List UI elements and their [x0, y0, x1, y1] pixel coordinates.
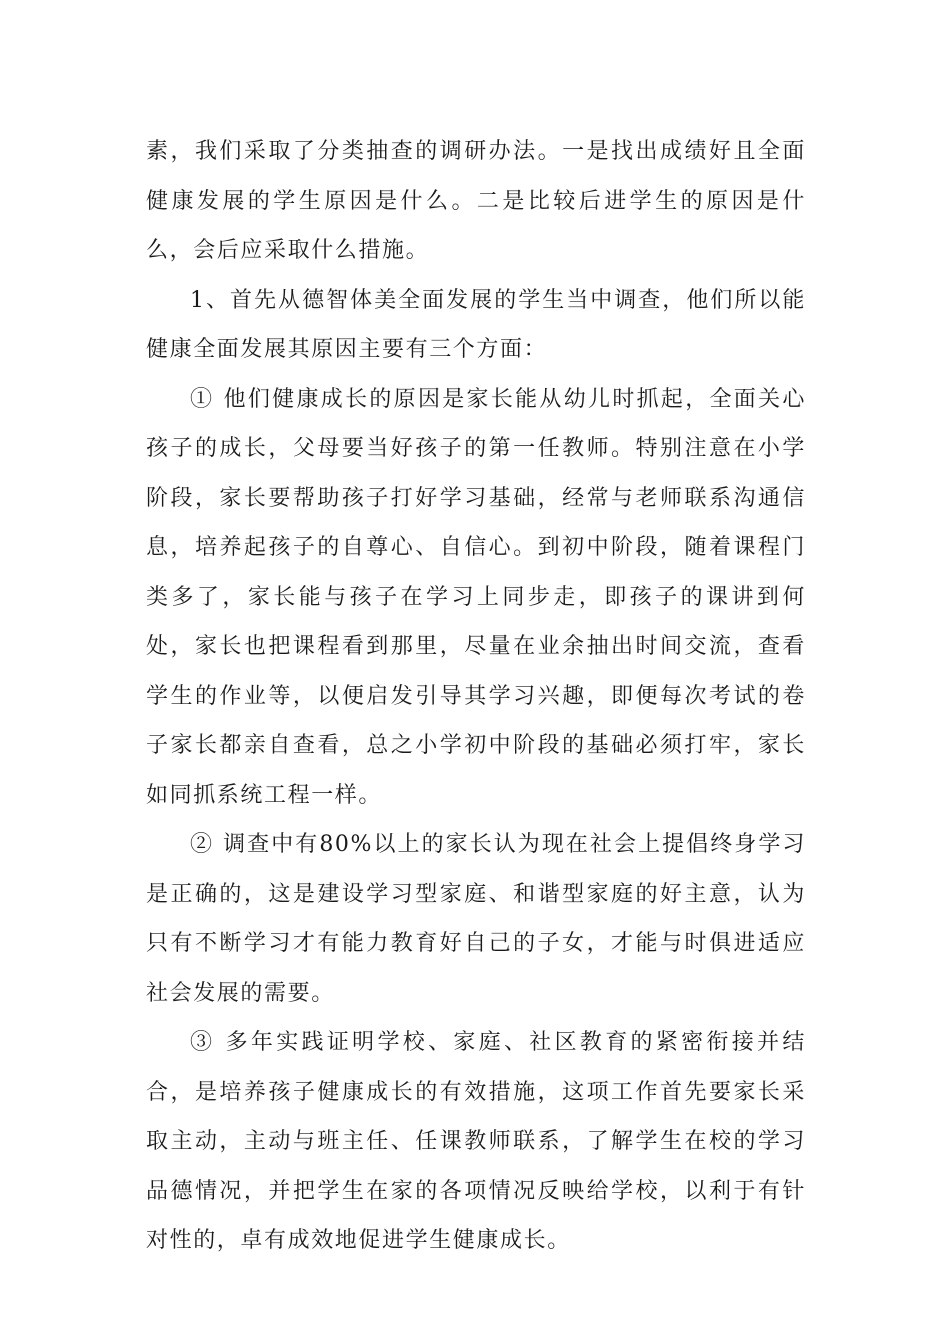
paragraph-reason-2: ② 调查中有80%以上的家长认为现在社会上提倡终身学习是正确的，这是建设学习型家庭、和谐型家庭的好主意，认为只有不断学习才有能力教育好自己的子女，才能与时俱进适应社会发展的需要。 — [146, 832, 806, 1006]
paragraph-reason-1: ① 他们健康成长的原因是家长能从幼儿时抓起，全面关心孩子的成长，父母要当好孩子的第一任教师。特别注意在小学阶段，家长要帮助孩子打好学习基础，经常与老师联系沟通信息，培养起孩子的自尊心、自信心。到初中阶段，随着课程门类多了，家长能与孩子在学习上同步走，即孩子的课讲到何处，家长也把课程看到那里，尽量在业余抽出时间交流，查看学生的作业等，以便启发引导其学习兴趣，即便每次考试的卷子家长都亲自查看，总之小学初中阶段的基础必须打牢，家长如同抓系统工程一样。 — [146, 386, 806, 808]
document-body — [146, 127, 806, 1266]
paragraph-intro-continuation: 素，我们采取了分类抽查的调研办法。一是找出成绩好且全面健康发展的学生原因是什么。二是比较后进学生的原因是什么，会后应采取什么措施。 — [146, 139, 806, 263]
paragraph-reason-3: ③ 多年实践证明学校、家庭、社区教育的紧密衔接并结合，是培养孩子健康成长的有效措施，这项工作首先要家长采取主动，主动与班主任、任课教师联系，了解学生在校的学习品德情况，并把学生在家的各项情况反映给学校，以利于有针对性的，卓有成效地促进学生健康成长。 — [146, 1030, 806, 1253]
paragraph-survey-point-1: 1、首先从德智体美全面发展的学生当中调查，他们所以能健康全面发展其原因主要有三个方面： — [146, 287, 806, 362]
